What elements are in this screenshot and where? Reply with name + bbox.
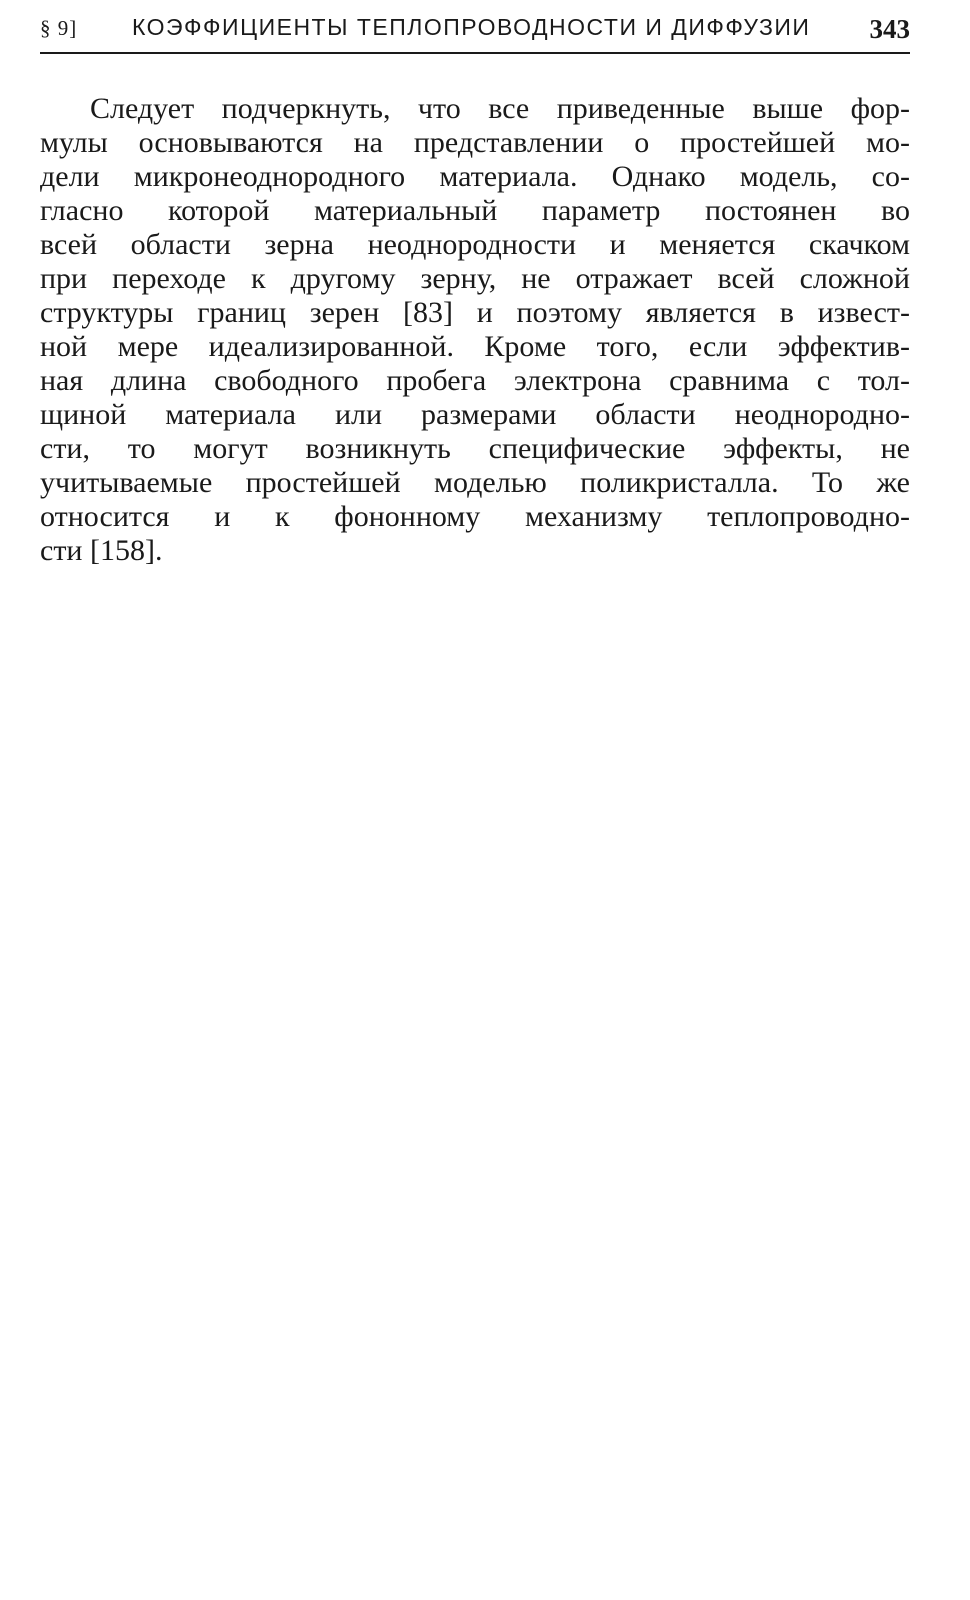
- text-line: всей области зерна неоднородности и меняется скачком: [40, 228, 910, 261]
- section-mark: § 9]: [40, 16, 78, 40]
- text-line: относится и к фононному механизму теплопроводно-: [40, 500, 910, 533]
- text-line: дели микронеоднородного материала. Однако модель, со-: [40, 160, 910, 193]
- text-line: мулы основываются на представлении о простейшей мо-: [40, 126, 910, 159]
- text-line: учитываемые простейшей моделью поликристалла. То же: [40, 466, 910, 499]
- page-number: 343: [869, 14, 910, 44]
- running-head-title: КОЭФФИЦИЕНТЫ ТЕПЛОПРОВОДНОСТИ И ДИФФУЗИИ: [132, 14, 811, 40]
- body-paragraph: [40, 92, 910, 568]
- running-head: [40, 10, 910, 46]
- text-line: структуры границ зерен [83] и поэтому является в извест-: [40, 296, 910, 329]
- text-line: Следует подчеркнуть, что все приведенные выше фор-: [90, 92, 910, 125]
- text-line: ной мере идеализированной. Кроме того, если эффектив-: [40, 330, 910, 363]
- text-line: сти, то могут возникнуть специфические эффекты, не: [40, 432, 910, 465]
- header-rule: [40, 52, 910, 54]
- text-line: щиной материала или размерами области неоднородно-: [40, 398, 910, 431]
- text-line: при переходе к другому зерну, не отражает всей сложной: [40, 262, 910, 295]
- text-line: гласно которой материальный параметр постоянен во: [40, 194, 910, 227]
- text-line: ная длина свободного пробега электрона сравнима с тол-: [40, 364, 910, 397]
- text-line: сти [158].: [40, 534, 163, 567]
